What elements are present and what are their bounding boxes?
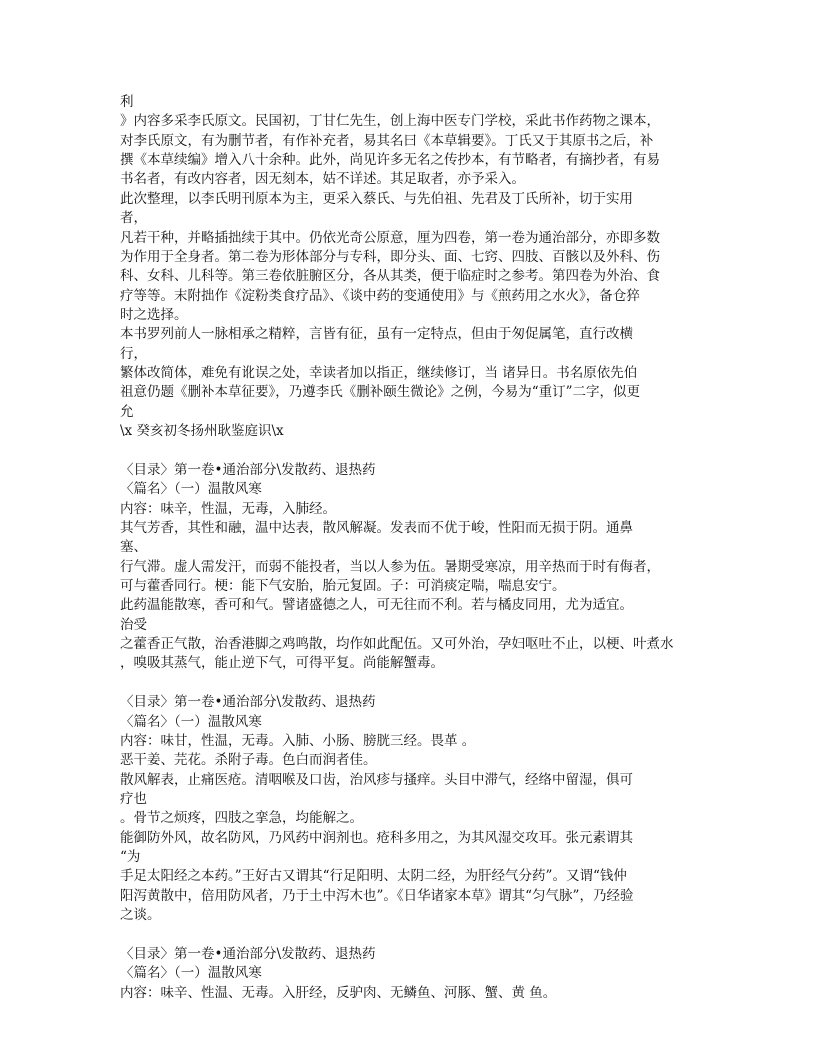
entry-2 — [120, 693, 700, 925]
signature-line: \x 癸亥初冬扬州耿鉴庭识\x — [120, 423, 284, 440]
entry-1 — [120, 461, 700, 674]
text-line: 时之选择。 — [120, 306, 188, 323]
text-line: 》内容多采李氏原文。民国初，丁甘仁先生，创上海中医专门学校，采此书作药物之课本， — [120, 113, 660, 130]
text-line: 科、女科、儿科等。第三卷依脏腑区分，各从其类，便于临症时之参考。第四卷为外治、食 — [120, 268, 660, 285]
text-line: 书名者，有改内容者，因无刻本，姑不详述。其足取者，亦予采入。 — [120, 171, 525, 188]
text-line: 其气芳香，其性和融，温中达表，散风解凝。发表而不优于峻，性阳而无损于阴。通鼻 — [120, 519, 633, 536]
text-line: ，嗅吸其蒸气，能止逆下气，可得平复。尚能解蟹毒。 — [120, 655, 444, 672]
text-line: 此药温能散寒，香可和气。譬诸盛德之人，可无往而不利。若与橘皮同用，尤为适宜。 — [120, 597, 633, 614]
text-line: 凡若干种，并略插拙续于其中。仍依光奇公原意，厘为四卷，第一卷为通治部分，亦即多数 — [120, 229, 660, 246]
text-line: 对李氏原文，有为删节者，有作补充者，易其名曰《本草辑要》。丁氏又于其原书之后，补 — [120, 132, 654, 149]
text-line: 者， — [120, 210, 147, 227]
blank-line — [120, 925, 700, 944]
entry-3 — [120, 945, 700, 1003]
catalog-heading: 〈目录〉第一卷•通治部分\发散药、退热药 — [120, 694, 376, 711]
text-line: 塞、 — [120, 539, 147, 556]
section-title: 〈篇名〉（一）温散风寒 — [120, 481, 262, 498]
text-line: 繁体改简体，难免有讹误之处，幸读者加以指正，继续修订，当 诸异日。书名原依先伯 — [120, 365, 638, 382]
text-line: 本书罗列前人一脉相承之精粹，言皆有征，虽有一定特点，但由于匆促属笔，直行改横 — [120, 326, 633, 343]
text-line: 能御防外风，故名防风，乃风药中润剂也。疮科多用之，为其风湿交攻耳。张元素谓其 — [120, 829, 633, 846]
document-page — [120, 93, 700, 1003]
text-line: 手足太阳经之本药。”王好古又谓其“行足阳明、太阴二经，为肝经气分药”。又谓“钱仲 — [120, 868, 627, 885]
blank-line — [120, 674, 700, 693]
text-line: 内容：味甘，性温，无毒。入肺、小肠、膀胱三经。畏革 。 — [120, 732, 476, 749]
blank-line — [120, 441, 700, 460]
text-line: 祖意仍题《删补本草征要》，乃遵李氏《删补颐生微论》之例，今易为“重订”二字，似更 — [120, 384, 641, 401]
section-title: 〈篇名〉（一）温散风寒 — [120, 713, 262, 730]
text-line: 。骨节之烦疼，四肢之挛急，均能解之。 — [120, 810, 363, 827]
section-title: 〈篇名〉（一）温散风寒 — [120, 965, 262, 982]
text-line: 之谈。 — [120, 907, 161, 924]
text-line: “为 — [120, 849, 141, 866]
catalog-heading: 〈目录〉第一卷•通治部分\发散药、退热药 — [120, 461, 376, 478]
catalog-heading: 〈目录〉第一卷•通治部分\发散药、退热药 — [120, 945, 376, 962]
text-line: 为作用于全身者。第二卷为形体部分与专科，即分头、面、七窍、四肢、百骸以及外科、伤 — [120, 248, 660, 265]
text-line: 散风解表，止痛医疮。清咽喉及口齿，治风疹与搔痒。头目中滞气，经络中留湿，俱可 — [120, 771, 633, 788]
text-line: 内容：味辛，性温，无毒，入肺经。 — [120, 500, 336, 517]
text-line: 允 — [120, 403, 134, 420]
text-line: 治受 — [120, 616, 147, 633]
text-line: 之藿香正气散，治香港脚之鸡鸣散，均作如此配伍。又可外治，孕妇呕吐不止，以梗、叶煮水 — [120, 636, 674, 653]
text-line: 疗也 — [120, 790, 147, 807]
text-line: 行， — [120, 345, 147, 362]
text-line: 利 — [120, 94, 134, 110]
text-line: 撰《本草续编》增入八十余种。此外，尚见许多无名之传抄本，有节略者，有摘抄者，有易 — [120, 152, 660, 169]
preface-section — [120, 93, 700, 441]
text-line: 内容：味辛、性温、无毒。入肝经，反驴肉、无鳞鱼、河豚、蟹、黄 鱼。 — [120, 984, 557, 1001]
text-line: 可与藿香同行。梗：能下气安胎，胎元复固。子：可消痰定喘，喘息安宁。 — [120, 577, 566, 594]
text-line: 阳泻黄散中，倍用防风者，乃于土中泻木也”。《日华诸家本草》谓其“匀气脉”，乃经验 — [120, 887, 634, 904]
text-line: 疗等等。末附拙作《淀粉类食疗品》、《谈中药的变通使用》与《煎药用之水火》，备仓猝 — [120, 287, 640, 304]
text-line: 此次整理，以李氏明刊原本为主，更采入蔡氏、与先伯祖、先君及丁氏所补，切于实用 — [120, 190, 633, 207]
text-line: 恶干姜、芫花。杀附子毒。色白而润者佳。 — [120, 752, 377, 769]
text-line: 行气滞。虚人需发汗，而弱不能投者，当以人参为伍。暑期受寒凉，用辛热而于时有侮者， — [120, 558, 660, 575]
